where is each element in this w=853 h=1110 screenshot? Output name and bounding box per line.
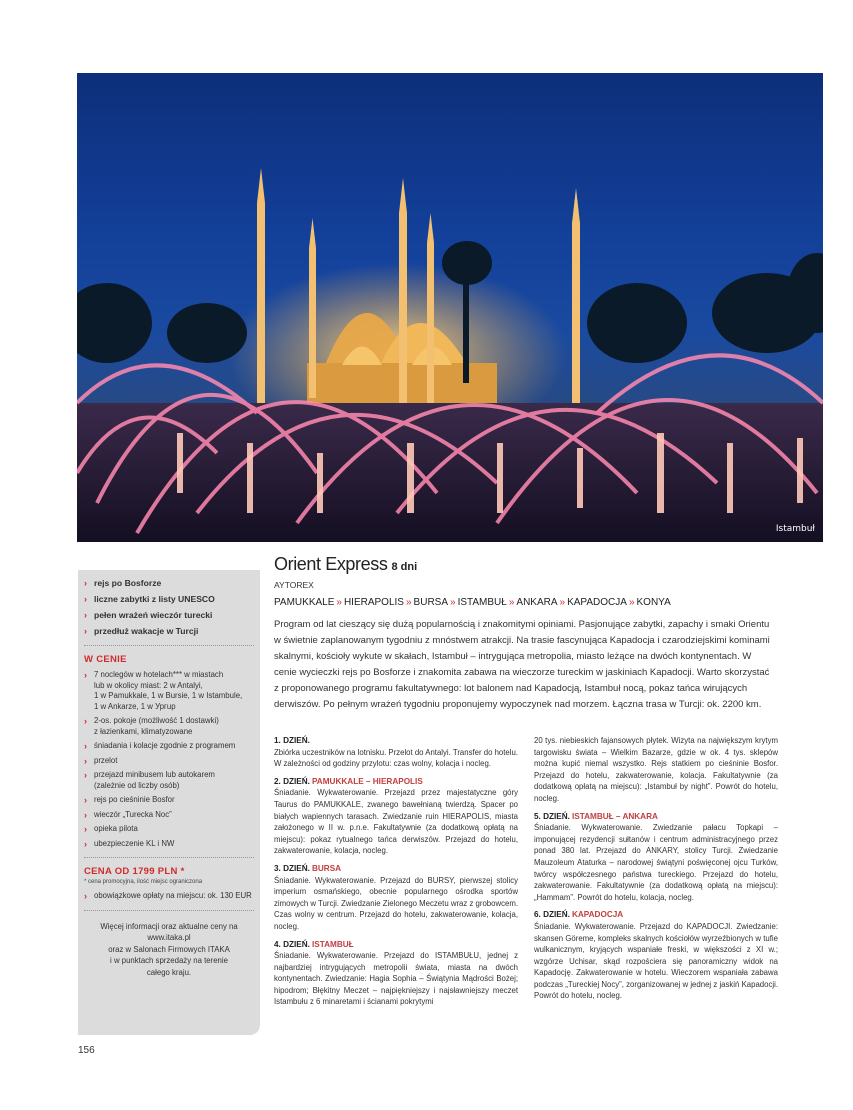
- day-heading: 4. DZIEŃ. ISTAMBUŁ: [274, 939, 354, 949]
- divider: [84, 857, 254, 858]
- day-description: Śniadanie. Wykwaterowanie. Przejazd do BURSY, pierwszej stolicy imperium osmańskiego, obecnie popularnego ośrodka sportów zimowych w Turcji. Zwiedzanie Zielonego Meczetu wraz z grobowcem. Czas wolny w centrum. Przejazd do hotelu, zakwaterowanie, kolacja, nocleg.: [274, 875, 518, 931]
- day-place: BURSA: [311, 863, 342, 873]
- day-place: PAMUKKALE – HIERAPOLIS: [311, 776, 423, 786]
- day-place: ISTAMBUŁ: [311, 939, 354, 949]
- page-number: 156: [78, 1045, 95, 1056]
- day-heading: 3. DZIEŃ. BURSA: [274, 863, 342, 873]
- chevron-right-icon: ›: [84, 670, 87, 680]
- day-heading: 2. DZIEŃ. PAMUKKALE – HIERAPOLIS: [274, 776, 423, 786]
- more-info-text: Więcej informacji oraz aktualne ceny na www.itaka.pl oraz w Salonach Firmowych ITAKA i w punktach sprzedaży na terenie całego kraju.: [100, 921, 238, 977]
- hero-photo: [77, 73, 823, 542]
- route-stop: ISTAMBUŁ: [457, 597, 507, 608]
- included-item: › 7 noclegów w hotelach*** w miastach lub w okolicy miast: 2 w Antalyi, 1 w Pamukkale, 1 w Bursie, 1 w Istambule, 1 w Ankarze, 1 w Ургup: [84, 670, 243, 711]
- route-separator: »: [559, 597, 566, 608]
- route-stop: HIERAPOLIS: [343, 597, 404, 608]
- chevron-right-icon: ›: [84, 809, 87, 820]
- chevron-right-icon: ›: [84, 578, 87, 588]
- day-place: KAPADOCJA: [571, 910, 624, 920]
- extra-costs-list: [84, 891, 254, 902]
- route-separator: »: [508, 597, 515, 608]
- chevron-right-icon: ›: [84, 626, 87, 636]
- trip-duration: 8 dni: [391, 561, 418, 573]
- itinerary-day: [534, 909, 778, 1002]
- chevron-right-icon: ›: [84, 891, 87, 901]
- chevron-right-icon: ›: [84, 838, 87, 849]
- intro-paragraph: Program od lat cieszący się dużą popularnością i znakomitymi opiniami. Pasjonujące zabytki, zapachy i smaki Orientu w świetnie zaplanowanym tygodniu z mnóstwem atrakcji. Na trasie fascynująca Kapadocja i czarodziejskimi kominami skalnymi, kościoły wykute w skałach, Istambuł – intrygująca metropolia, miasto leżące na dwóch kontynentach. W cenie wycieczki rejs po Bosforze i znakomita zabawa na wieczorze tureckim w jaskiniach Kapadocji. Warto skorzystać z proponowanego programu fakultatywnego: lot balonem nad Kapadocją, Istambuł nocą, pokaz tańca wirujących derwiszów. Po pełnym wrażeń tygodniu proponujemy wypoczynek nad morzem. Łączna trasa w Turcji: ok. 2200 km.: [274, 619, 770, 710]
- chevron-right-icon: ›: [84, 594, 87, 604]
- itinerary-day: [274, 863, 518, 933]
- itinerary-column-right: [534, 735, 778, 1008]
- route-line: [274, 597, 671, 608]
- extra-cost-item: › obowiązkowe opłaty na miejscu: ok. 130 EUR: [84, 891, 252, 901]
- included-item: › wieczór „Turecka Noc”: [84, 809, 172, 820]
- itinerary-column-left: [274, 735, 518, 1014]
- operator-name: AYTOREX: [274, 580, 314, 590]
- chevron-right-icon: ›: [84, 741, 87, 751]
- route-separator: »: [450, 597, 456, 608]
- route-stop: KONYA: [636, 597, 671, 608]
- trip-title-row: [274, 554, 417, 575]
- route-stop: ANKARA: [516, 597, 558, 608]
- trip-title: Orient Express: [274, 554, 388, 574]
- route-separator: »: [336, 597, 342, 608]
- highlight-item: › liczne zabytki z listy UNESCO: [84, 594, 215, 604]
- photo-caption: Istambuł: [775, 524, 815, 534]
- included-title: W CENIE: [84, 654, 127, 665]
- included-item: › przelot: [84, 755, 118, 766]
- price-note: * cena promocyjna, ilość miejsc ograniczona: [84, 879, 203, 885]
- divider: [84, 910, 254, 911]
- chevron-right-icon: ›: [84, 755, 87, 766]
- highlight-item: › przedłuż wakacje w Turcji: [84, 626, 199, 636]
- chevron-right-icon: ›: [84, 795, 87, 805]
- chevron-right-icon: ›: [84, 610, 87, 620]
- included-item: › ubezpieczenie KL i NW: [84, 838, 175, 849]
- day-description: Zbiórka uczestników na lotnisku. Przelot do Antalyi. Transfer do hotelu. W zależności od godziny przylotu: czas wolny, kolacja i nocleg.: [274, 747, 518, 769]
- day-description: 20 tys. niebieskich fajansowych płytek. Wizyta na największym krytym targowisku świata – Wielkim Bazarze, gdzie w ok. 4 tys. sklepów można kupić niemal wszystko. Rejs statkiem po cieśninie Bosfor. Przejazd do hotelu, zakwaterowanie, kolacja. Fakultatywnie (za dodatkową opłatą na miejscu): „Istambuł by night”. Powrót do hotelu, nocleg.: [534, 736, 778, 803]
- included-list: [84, 670, 254, 849]
- highlight-item: › pełen wrażeń wieczór turecki: [84, 610, 213, 620]
- included-item: › rejs po cieśninie Bosfor: [84, 795, 175, 805]
- itinerary-day: [274, 776, 518, 857]
- included-item: › przejazd minibusem lub autokarem (zależnie od liczby osób): [84, 770, 215, 790]
- included-item: › opieka pilota: [84, 824, 138, 834]
- day-heading: 5. DZIEŃ. ISTAMBUŁ – ANKARA: [534, 811, 658, 821]
- included-item: › śniadania i kolacje zgodnie z programem: [84, 741, 236, 751]
- included-item: › 2-os. pokoje (możliwość 1 dostawki) z łazienkami, klimatyzowane: [84, 716, 219, 736]
- itinerary-day-continued: [534, 735, 778, 805]
- chevron-right-icon: ›: [84, 716, 87, 726]
- highlight-item: › rejs po Bosforze: [84, 578, 162, 588]
- route-stop: KAPADOCJA: [567, 597, 627, 608]
- highlights-list: [84, 578, 254, 637]
- price-title: CENA OD 1799 PLN *: [84, 866, 185, 877]
- day-description: Śniadanie. Wykwaterowanie. Przejazd do KAPADOCJI. Zwiedzanie: skansen Göreme, kompleks skalnych kościołów wyrzeźbionych w tufie wulkanicznym, kryjących wspaniałe freski, w większości z XI w.; wzgórze Uchisar, skąd rozpościera się panoramiczny widok na Kapadocję. Zakwaterowanie w hotelu. Wieczorem wspaniała zabawa podczas „Tureckiej Nocy”, zorganizowanej w jednej z jaskiń Kapadocji. Powrót do hotelu, nocleg.: [534, 921, 778, 1001]
- divider: [84, 645, 254, 646]
- chevron-right-icon: ›: [84, 824, 87, 834]
- route-stop: BURSA: [413, 597, 448, 608]
- day-heading: 1. DZIEŃ.: [274, 736, 310, 745]
- day-description: Śniadanie. Wykwaterowanie. Przejazd przez majestatyczne góry Taurus do PAMUKKALE, zwanego bawełnianą twierdzą. Spacer po białych wapiennych tarasach. Zwiedzanie ruin HIERAPOLIS, miasta założonego w II w. p.n.e. Fakultatywnie (za dodatkową opłatą na miejscu): pokaz rytualnego tańca derwiszów. Przejazd do hotelu, zakwaterowanie, kolacja, nocleg.: [274, 788, 518, 856]
- route-separator: »: [405, 597, 412, 608]
- itinerary-day: [274, 939, 518, 1009]
- route-separator: »: [628, 597, 635, 608]
- day-description: Śniadanie. Wykwaterowanie. Przejazd do ISTAMBUŁU, jednej z najbardziej intrygujących metropolii świata, miasta na dwóch kontynentach. Zwiedzanie: Hagia Sophia – Świątynia Mądrości Bożej; hipodrom; Błękitny Meczet – najpiękniejszy i najsławniejszy meczet Istambułu z 6 minaretami i ścianami pokrytymi: [274, 951, 518, 1007]
- sidebar-box: [78, 570, 260, 1035]
- day-description: Śniadanie. Wykwaterowanie. Zwiedzanie pałacu Topkapi – imponującej rezydencji sułtanów i centrum administracyjnego przez ponad 380 lat. Przejazd do ANKARY, stolicy Turcji. Zwiedzanie Mauzoleum Ataturka – narodowej świątyni poświęconej ojcu Turków, twórcy współczesnego państwa tureckiego. Przejazd do hotelu, zakwaterowanie. Fakultatywnie (za dodatkową opłatą na miejscu): „Hammam”. Powrót do hotelu, kolacja, nocleg.: [534, 823, 778, 902]
- day-heading: 6. DZIEŃ. KAPADOCJA: [534, 910, 624, 920]
- itinerary-day: [274, 735, 518, 770]
- ground: [77, 403, 823, 542]
- chevron-right-icon: ›: [84, 770, 87, 780]
- route-stop: PAMUKKALE: [274, 597, 335, 608]
- hero-illustration: [77, 73, 823, 542]
- itinerary-day: [534, 811, 778, 904]
- day-place: ISTAMBUŁ – ANKARA: [571, 811, 658, 821]
